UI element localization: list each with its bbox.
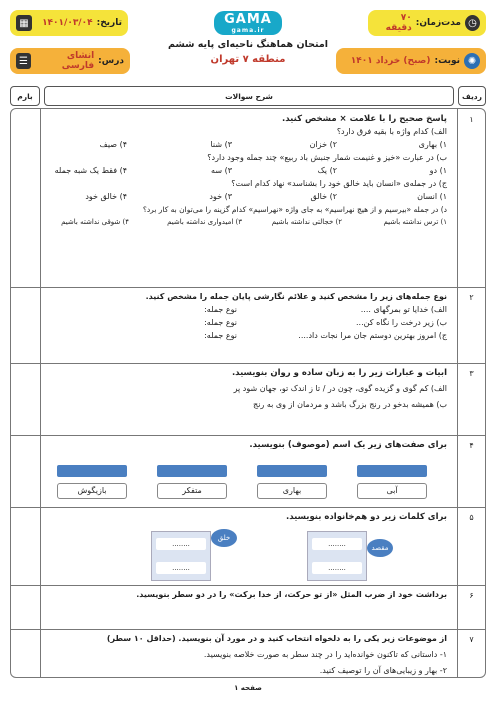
- header-center: [160, 8, 336, 65]
- subject-box: [10, 48, 130, 74]
- part-c: ج) در جمله‌ی «انسان باید خالق خود را بشناسد» نهاد کدام است؟: [231, 179, 447, 188]
- verse-a: الف) کم گوی و گزیده گوی، چون در / تا ز اندک تو، جهان شود پر: [233, 384, 447, 393]
- shift-value: (صبح) خرداد ۱۴۰۱: [350, 56, 431, 66]
- description-header: شرح سوالات: [44, 86, 454, 106]
- option[interactable]: ۴) صیف: [99, 140, 127, 149]
- question-number: ۳: [457, 363, 485, 435]
- exam-region: منطقه ۷ تهران: [210, 54, 286, 65]
- subject-value: انشای فارسی: [61, 51, 95, 71]
- score-cell: [11, 507, 41, 585]
- question-7: [11, 629, 485, 678]
- exam-header: [10, 8, 486, 76]
- date-value: ۱۴۰۱/۰۳/۰۴: [42, 18, 93, 28]
- date-box: [10, 10, 128, 36]
- options-d: [47, 217, 447, 230]
- option[interactable]: ۲) خالق: [310, 192, 337, 201]
- option[interactable]: ۴) شوقی نداشته باشیم: [61, 218, 129, 226]
- part-d: د) در جمله «بیرسیم و از هیچ نهراسیم» به جای واژه «نهراسیم» کدام گزینه را می‌توان به کار برد؟: [142, 205, 447, 214]
- question-6: [11, 585, 485, 629]
- question-title: نوع جمله‌های زیر را مشخص کنید و علائم نگارشی پایان جمله را مشخص کنید.: [145, 292, 447, 301]
- answer-slot[interactable]: ........: [156, 538, 206, 550]
- adjective-card: [357, 465, 427, 499]
- option[interactable]: ۳) سه: [211, 166, 232, 175]
- option[interactable]: ۱) انسان: [417, 192, 447, 201]
- question-title: برای کلمات زیر دو هم‌خانواده بنویسید.: [286, 512, 447, 522]
- score-cell: [11, 435, 41, 507]
- question-number: ۶: [457, 585, 485, 629]
- question-5: [11, 507, 485, 585]
- answer-slot[interactable]: ........: [156, 562, 206, 574]
- verse-b: ب) همیشه بدخو در رنج بزرگ باشد و مردمان از وی به رنج: [253, 400, 447, 409]
- question-number: ۴: [457, 435, 485, 507]
- option[interactable]: ۱) دو: [429, 166, 447, 175]
- answer-slot[interactable]: ........: [312, 562, 362, 574]
- option[interactable]: ۳) خود: [209, 192, 232, 201]
- adjective-card: [257, 465, 327, 499]
- answer-slot[interactable]: ........: [312, 538, 362, 550]
- question-title: از موضوعات زیر یکی را به دلخواه انتخاب کنید و در مورد آن بنویسید. (حداقل ۱۰ سطر): [106, 634, 447, 643]
- question-number: ۲: [457, 287, 485, 363]
- option[interactable]: ۴) خالق خود: [85, 192, 127, 201]
- options-b: [47, 165, 447, 178]
- page-footer: صفحه ۱: [234, 684, 262, 692]
- question-2: [11, 287, 485, 363]
- question-title: برداشت خود از ضرب المثل «از تو حرکت، از خدا برکت» را در دو سطر بنویسید.: [136, 590, 447, 599]
- score-cell: [11, 287, 41, 363]
- question-title: برای صفت‌های زیر یک اسم (موصوف) بنویسید.: [249, 440, 447, 450]
- adjective-card: [57, 465, 127, 499]
- question-1: [11, 109, 485, 287]
- option[interactable]: ۴) فقط یک شبه جمله: [54, 166, 127, 175]
- question-3: [11, 363, 485, 435]
- adjective-word: آبی: [357, 483, 427, 499]
- date-label: تاریخ:: [96, 18, 122, 28]
- question-4: [11, 435, 485, 507]
- adjective-card: [157, 465, 227, 499]
- questions-table: [10, 86, 486, 696]
- topic-1: ۱- داستانی که تاکنون خوانده‌اید را در چند سطر به صورت خلاصه بنویسید.: [203, 650, 447, 659]
- answer-slot[interactable]: [57, 465, 127, 477]
- option[interactable]: ۱) ترس نداشته باشیم: [383, 218, 447, 226]
- duration-value: ۷۰ دقیقه: [385, 13, 412, 33]
- option[interactable]: ۳) امیدواری نداشته باشیم: [167, 218, 242, 226]
- shift-label: نوبت:: [434, 56, 460, 66]
- books-icon: ☰: [16, 53, 31, 69]
- answer-slot[interactable]: [357, 465, 427, 477]
- adjective-word: متفکر: [157, 483, 227, 499]
- question-title: ابیات و عبارات زیر را به زبان ساده و روان بنویسید.: [231, 368, 447, 378]
- adjective-word: بهاری: [257, 483, 327, 499]
- part-b: ب) در عبارت «خیز و غنیمت شمار جنبش باد ربیع» چند جمله وجود دارد؟: [207, 153, 447, 162]
- option[interactable]: ۲) یک: [317, 166, 337, 175]
- score-header: بارم: [10, 86, 40, 106]
- options-c: [47, 191, 447, 204]
- subject-label: درس:: [98, 56, 124, 66]
- question-number: ۷: [457, 629, 485, 678]
- score-cell: [11, 585, 41, 629]
- root-word: مقصد: [367, 539, 393, 557]
- item-row: ج) امروز بهترین دوستم جان مرا نجات داد.... نوع جمله:: [204, 331, 447, 340]
- item-row: الف) خدایا تو بمرگهای .... نوع جمله:: [204, 305, 447, 314]
- word-family-box: [151, 531, 211, 581]
- calendar-icon: ▦: [16, 15, 32, 31]
- option[interactable]: ۲) خجالتی نداشته باشیم: [271, 218, 342, 226]
- word-family-box: [307, 531, 367, 581]
- duration-box: [368, 10, 486, 36]
- adjective-word: بازیگوش: [57, 483, 127, 499]
- answer-slot[interactable]: [157, 465, 227, 477]
- question-number: ۱: [457, 109, 485, 287]
- option[interactable]: ۱) بهاری: [418, 140, 447, 149]
- row-header: ردیف: [458, 86, 486, 106]
- question-title: پاسخ صحیح را با علامت × مشخص کنید.: [281, 114, 447, 124]
- part-a: الف) کدام واژه با بقیه فرق دارد؟: [336, 127, 447, 136]
- shift-box: [336, 48, 486, 74]
- table-header: [10, 86, 486, 106]
- sun-icon: ✺: [464, 53, 480, 69]
- questions-body: [10, 108, 486, 678]
- root-word: خلق: [211, 529, 237, 547]
- score-cell: [11, 109, 41, 287]
- option[interactable]: ۲) خزان: [309, 140, 337, 149]
- option[interactable]: ۳) شنا: [210, 140, 232, 149]
- options-a: [47, 139, 447, 152]
- duration-label: مدت‌زمان:: [415, 18, 461, 28]
- item-row: ب) زیر درخت را نگاه کن... نوع جمله:: [204, 318, 447, 327]
- score-cell: [11, 629, 41, 678]
- answer-slot[interactable]: [257, 465, 327, 477]
- score-cell: [11, 363, 41, 435]
- clock-icon: ◷: [465, 15, 480, 31]
- question-number: ۵: [457, 507, 485, 585]
- exam-title: امتحان هماهنگ ناحیه‌ای پایه ششم: [168, 39, 328, 50]
- gama-logo: GAMA gama.ir: [214, 11, 282, 35]
- topic-2: ۲- بهار و زیبایی‌های آن را توصیف کنید.: [319, 666, 447, 675]
